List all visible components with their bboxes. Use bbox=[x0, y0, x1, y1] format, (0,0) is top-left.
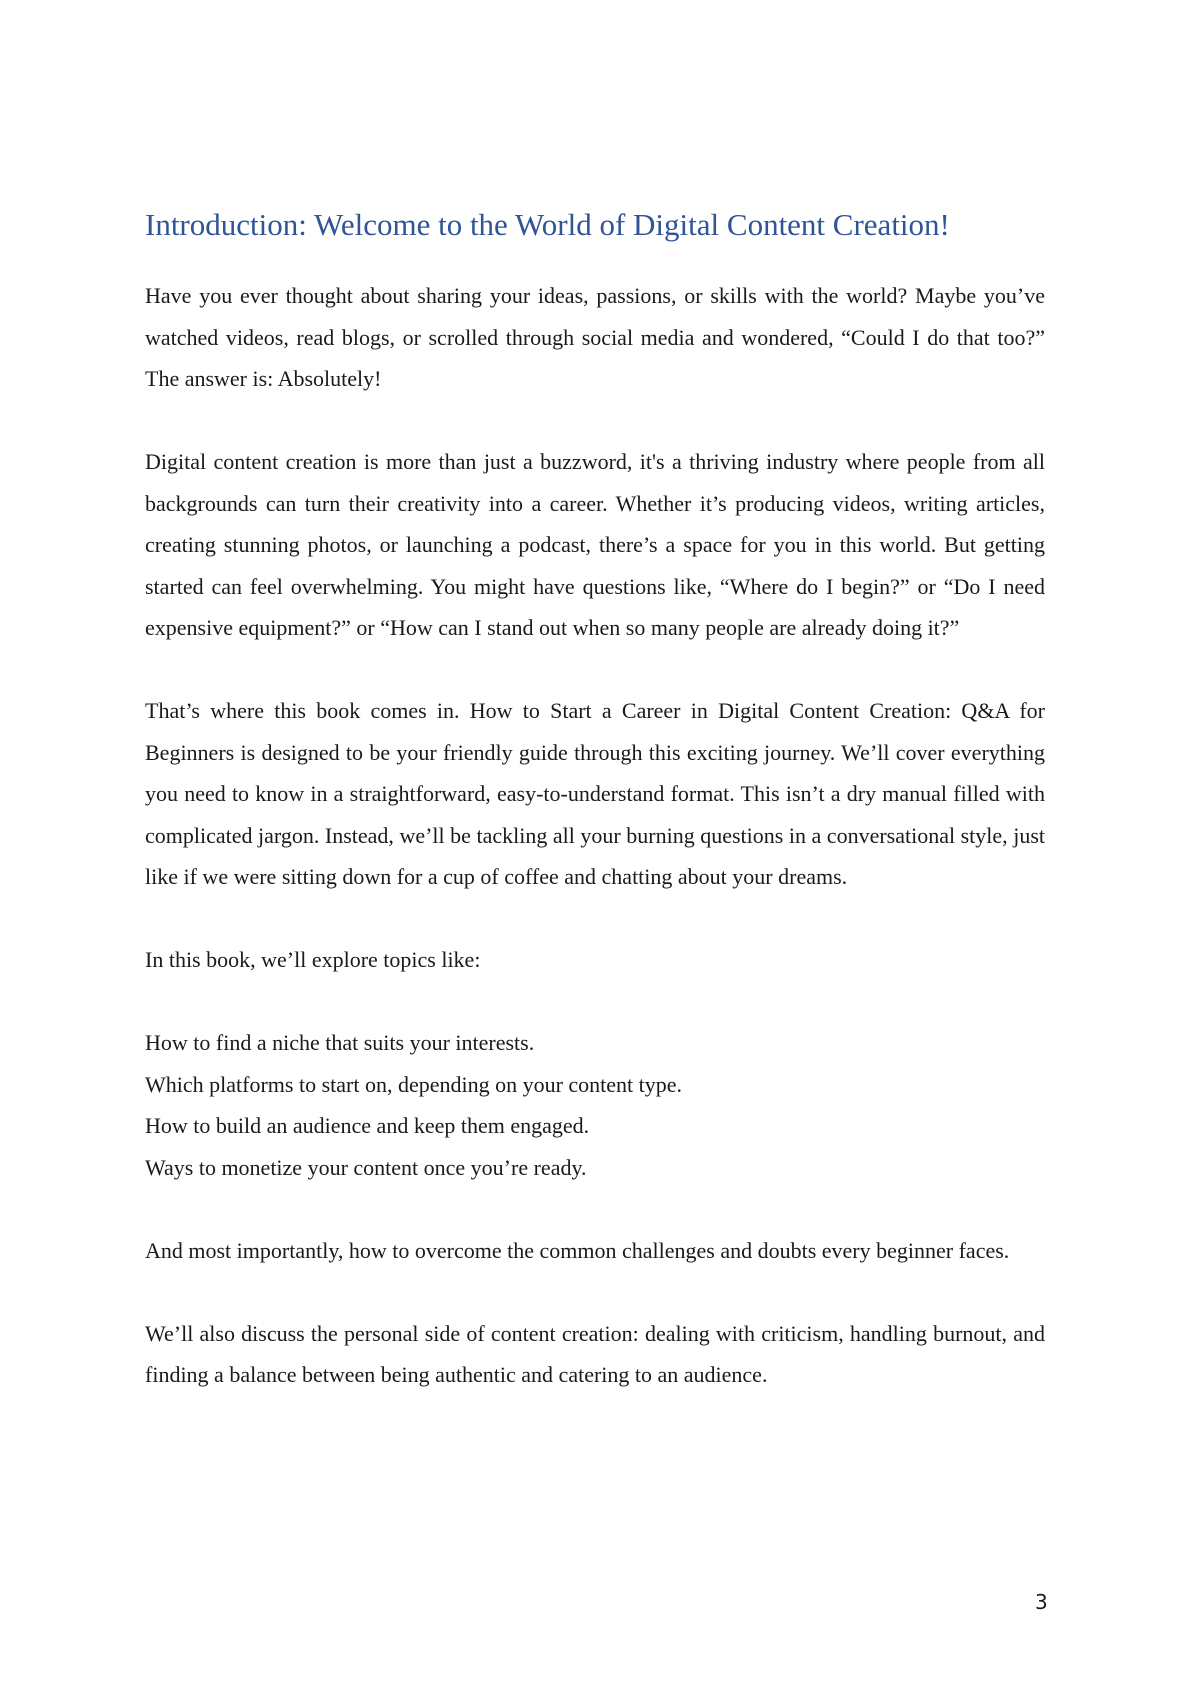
list-item: How to build an audience and keep them engaged. bbox=[145, 1113, 590, 1138]
list-item: How to find a niche that suits your interests. bbox=[145, 1030, 535, 1055]
topics-intro-paragraph: In this book, we’ll explore topics like: bbox=[145, 947, 481, 972]
chapter-heading: Introduction: Welcome to the World of Digital Content Creation! bbox=[145, 207, 950, 242]
challenges-paragraph: And most importantly, how to overcome the common challenges and doubts every beginner faces. bbox=[145, 1237, 1010, 1263]
list-item: Ways to monetize your content once you’re ready. bbox=[145, 1154, 587, 1180]
book-purpose-paragraph: That’s where this book comes in. How to Start a Career in Digital Content Creation: Q&A for Beginners is designed to be your friendly guide through this exciting journey. We’ll cover everything you need to know in a straightforward, easy-to-understand format. This isn’t a dry manual filled with complicated jargon. Instead, we’ll be tackling all your burning questions in a conversational style, just like if we were sitting down for a cup of coffee and chatting about your dreams. bbox=[145, 698, 1045, 889]
topics-list bbox=[145, 1022, 1045, 1188]
intro-paragraph: Have you ever thought about sharing your ideas, passions, or skills with the world? Maybe you’ve watched videos, read blogs, or scrolled through social media and wondered, “Could I do that too?” The answer is: Absolutely! bbox=[145, 283, 1045, 391]
industry-paragraph: Digital content creation is more than just a buzzword, it's a thriving industry where people from all backgrounds can turn their creativity into a career. Whether it’s producing videos, writing articles, creating stunning photos, or launching a podcast, there’s a space for you in this world. But getting started can feel overwhelming. You might have questions like, “Where do I begin?” or “Do I need expensive equipment?” or “How can I stand out when so many people are already doing it?” bbox=[145, 449, 1045, 640]
page-content bbox=[145, 205, 1045, 1396]
page-number: 3 bbox=[1035, 1590, 1048, 1614]
list-item: Which platforms to start on, depending on your content type. bbox=[145, 1071, 683, 1097]
personal-side-paragraph: We’ll also discuss the personal side of content creation: dealing with criticism, handling burnout, and finding a balance between being authentic and catering to an audience. bbox=[145, 1320, 1045, 1387]
